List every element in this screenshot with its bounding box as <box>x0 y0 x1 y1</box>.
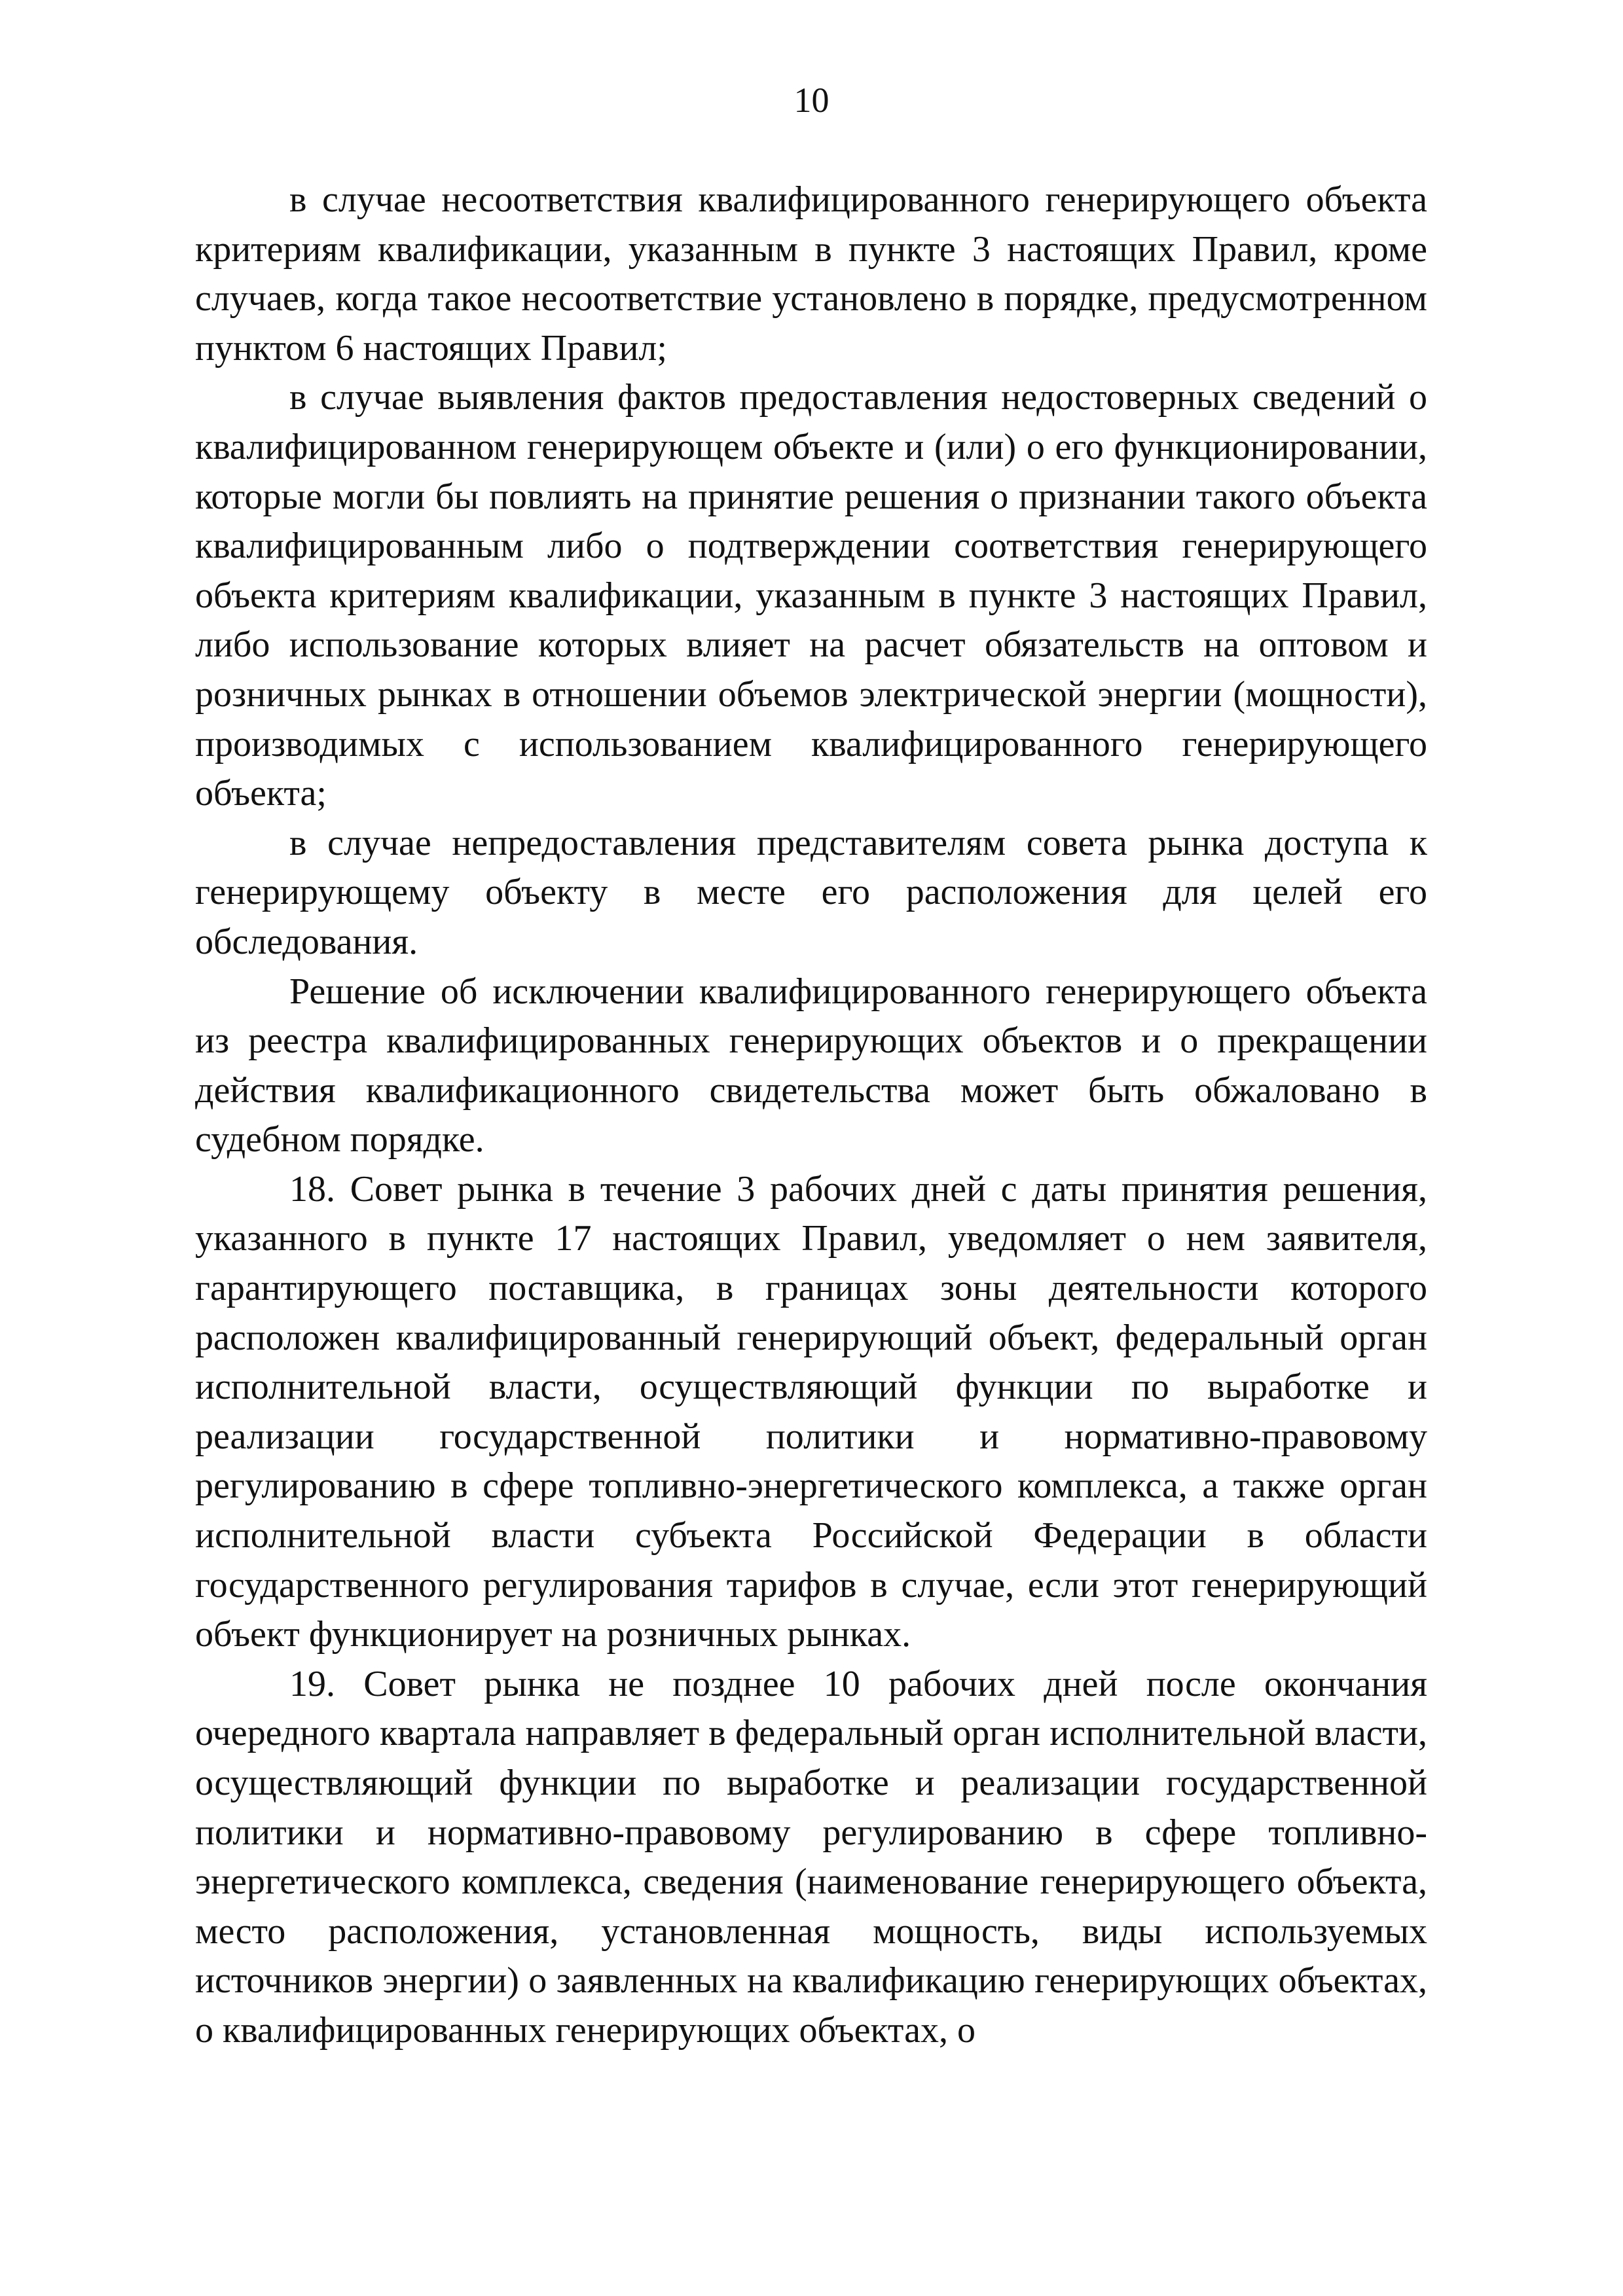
page-number: 10 <box>793 81 830 120</box>
paragraph-access-denied: в случае непредоставления представителям совета рынка доступа к генерирующему объекту в месте его расположения для целей его обследования. <box>195 822 1427 962</box>
document-body <box>195 175 1427 2056</box>
paragraph-nonconformity: в случае несоответствия квалифицированного генерирующего объекта критериям квалификации, указанным в пункте 3 настоящих Правил, кроме случаев, когда такое несоответствие установлено в порядке, предусмотренном пунктом 6 настоящих Правил; <box>195 179 1427 368</box>
paragraph-clause-18: 18. Совет рынка в течение 3 рабочих дней с даты принятия решения, указанного в пункте 17 настоящих Правил, уведомляет о нем заявителя, гарантирующего поставщика, в границах зоны деятельности которого расположен квалифицированный генерирующий объект, федеральный орган исполнительной власти, осуществляющий функции по выработке и реализации государственной политики и нормативно-правовому регулированию в сфере топливно-энергетического комплекса, а также орган исполнительной власти субъекта Российской Федерации в области государственного регулирования тарифов в случае, если этот генерирующий объект функционирует на розничных рынках. <box>195 1168 1427 1655</box>
paragraph-false-information: в случае выявления фактов предоставления недостоверных сведений о квалифицированном генерирующем объекте и (или) о его функционировании, которые могли бы повлиять на принятие решения о признании такого объекта квалифицированным либо о подтверждении соответствия генерирующего объекта критериям квалификации, указанным в пункте 3 настоящих Правил, либо использование которых влияет на расчет обязательств на оптовом и розничных рынках в отношении объемов электрической энергии (мощности), производимых с использованием квалифицированного генерирующего объекта; <box>195 377 1427 814</box>
paragraph-appeal: Решение об исключении квалифицированного генерирующего объекта из реестра квалифицированных генерирующих объектов и о прекращении действия квалификационного свидетельства может быть обжаловано в судебном порядке. <box>195 971 1427 1160</box>
paragraph-clause-19: 19. Совет рынка не позднее 10 рабочих дней после окончания очередного квартала направляет в федеральный орган исполнительной власти, осуществляющий функции по выработке и реализации государственной политики и нормативно-правовому регулированию в сфере топливно-энергетического комплекса, сведения (наименование генерирующего объекта, место расположения, установленная мощность, виды используемых источников энергии) о заявленных на квалификацию генерирующих объектах, о квалифицированных генерирующих объектах, о <box>195 1663 1427 2051</box>
